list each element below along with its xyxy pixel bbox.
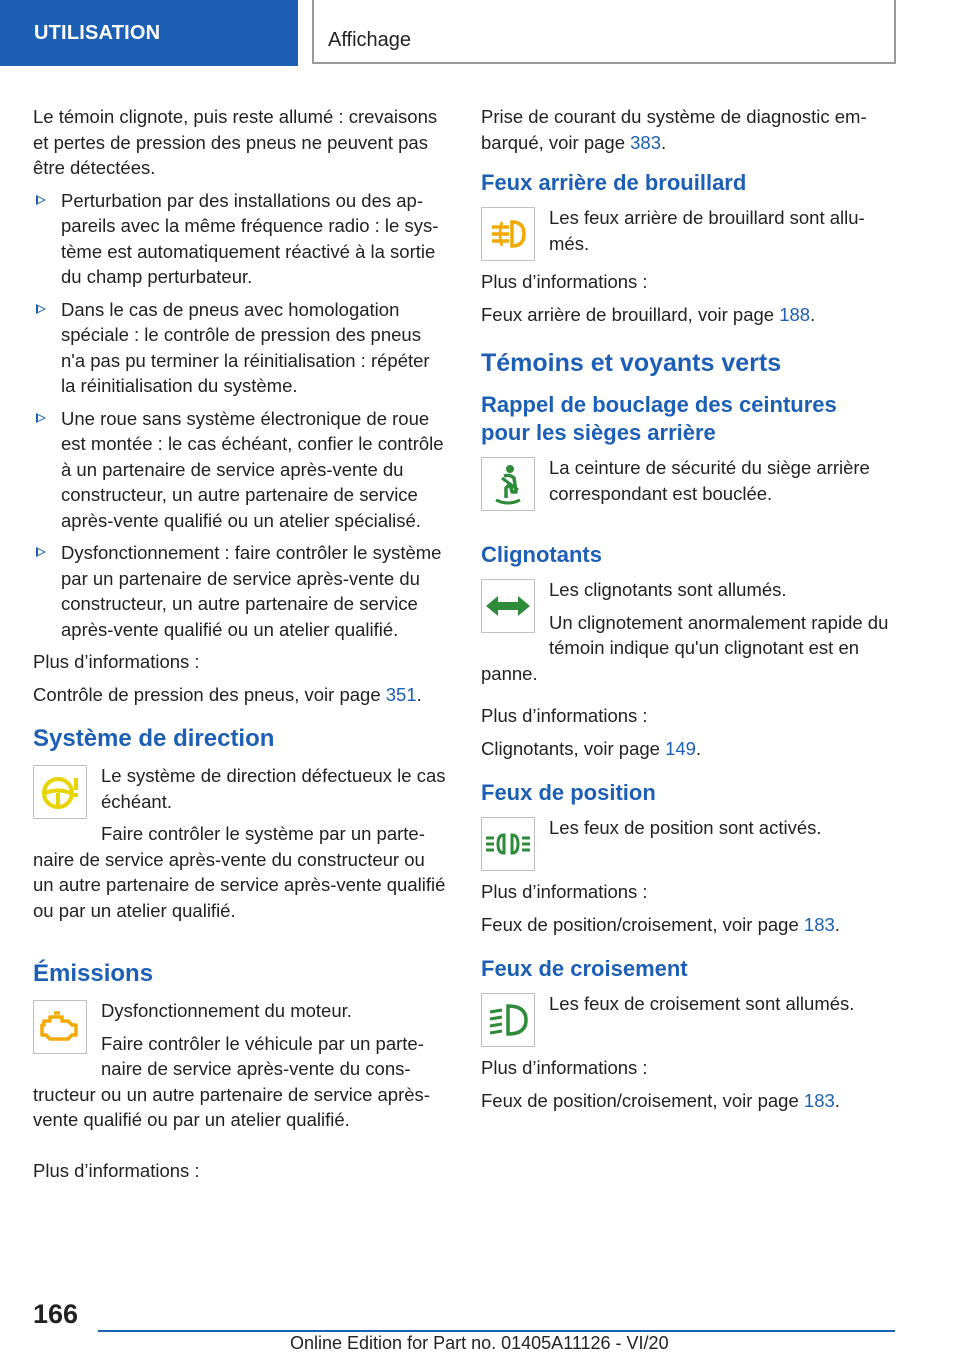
page-header [0, 0, 960, 66]
position-reference: Feux de position/croisement, voir page 183. [481, 913, 840, 935]
indicator-box [481, 817, 535, 871]
turn-entry [481, 577, 891, 693]
triangle-bullet-icon [36, 413, 46, 423]
more-info-label: Plus d’informations : [33, 1159, 200, 1181]
triangle-bullet-icon [36, 547, 46, 557]
indicator-box [481, 207, 535, 261]
list-item: Une roue sans système électronique de roue est montée : le cas échéant, confier le contrôle à un partenaire de service après-vente du constructeur, un autre partenaire de service après-vente qualifié ou un atelier spécialisé. [33, 406, 449, 534]
turn-text-2: Un clignotement anormalement rapide du témoin indique qu'un clignotant est en panne. [481, 611, 889, 684]
rear-fog-text: Les feux arrière de brouillard sont allumés. [549, 207, 865, 254]
page-link[interactable]: 383 [630, 131, 662, 153]
page-number: 166 [33, 1299, 79, 1329]
more-info-label: Plus d’informations : [33, 651, 200, 672]
more-info-label: Plus d’informations : [481, 881, 648, 902]
page-link[interactable]: 149 [665, 737, 696, 759]
indicator-box [33, 1000, 87, 1054]
page-link[interactable]: 188 [779, 303, 811, 325]
turn-reference: Clignotants, voir page 149. [481, 737, 702, 759]
triangle-bullet-icon [36, 304, 46, 314]
emissions-text-2: Faire contrôler le véhicule par un partenaire de service après-vente du constructeur ou un autre partenaire de service après-vente qualifié ou par un atelier qualifié. [33, 1032, 430, 1130]
low-beam-entry [481, 991, 891, 1055]
right-column [481, 104, 891, 1120]
more-info-label: Plus d’informations : [481, 1057, 648, 1078]
list-item: Perturbation par des installations ou des appareils avec la même fréquence radio : le système est automatiquement réactivé à la sortie du champ perturbateur. [33, 188, 449, 290]
more-info-label: Plus d’informations : [481, 705, 648, 726]
seatbelt-entry [481, 455, 891, 519]
more-info-label: Plus d’informations : [481, 271, 648, 292]
page-link[interactable]: 351 [385, 683, 417, 705]
indicator-box [481, 457, 535, 511]
section-heading-emissions: Émissions [33, 960, 154, 987]
position-entry [481, 815, 891, 879]
obd-reference: Prise de courant du système de diagnostic embarqué, voir page 383. [481, 106, 867, 153]
position-text: Les feux de position sont activés. [549, 817, 822, 838]
rear-fog-reference: Feux arrière de brouillard, voir page 188. [481, 303, 816, 325]
section-heading-rear-fog: Feux arrière de brouillard [481, 170, 747, 195]
tpms-causes-list [33, 188, 449, 643]
rear-fog-entry [481, 205, 891, 269]
section-heading-steering: Système de direction [33, 725, 275, 752]
seatbelt-icon [482, 458, 534, 510]
list-item: Dysfonctionnement : faire contrôler le système par un partenaire de service après-vente du constructeur, un autre partenaire de service après-vente qualifié ou un atelier qualifié. [33, 540, 449, 642]
section-title: UTILISATION [0, 0, 298, 66]
emissions-entry [33, 998, 449, 1140]
tpms-reference: Contrôle de pression des pneus, voir page 351. [33, 683, 422, 705]
footer-divider [98, 1330, 895, 1332]
triangle-bullet-icon [36, 195, 46, 205]
steering-entry [33, 763, 449, 930]
seatbelt-text: La ceinture de sécurité du siège arrière correspondant est bouclée. [549, 457, 870, 504]
section-heading-green-indicators: Témoins et voyants verts [481, 349, 782, 377]
left-column [33, 104, 449, 1190]
indicator-box [481, 993, 535, 1047]
section-heading-seatbelt: Rappel de bouclage des ceintures pour les sièges arrière [481, 392, 837, 445]
section-heading-low-beam: Feux de croisement [481, 956, 688, 981]
turn-text-1: Les clignotants sont allumés. [549, 579, 787, 600]
page-link[interactable]: 183 [803, 913, 835, 935]
chapter-title: Affichage [312, 0, 896, 64]
position-light-icon [482, 818, 534, 870]
rear-fog-light-icon [482, 208, 534, 260]
indicator-box [33, 765, 87, 819]
edition-info: Online Edition for Part no. 01405A11126 - VI/20 [290, 1333, 669, 1353]
page-link[interactable]: 183 [803, 1089, 835, 1111]
emissions-text-1: Dysfonctionnement du moteur. [101, 1000, 352, 1021]
steering-warning-icon [34, 766, 86, 818]
tpms-intro: Le témoin clignote, puis reste allumé : crevaisons et pertes de pression des pneus ne peuvent pas être détectées. [33, 106, 438, 178]
steering-text-2: Faire contrôler le système par un partenaire de service après-vente du constructeur ou un autre partenaire de service après-vente qualifié ou par un atelier qualifié. [33, 823, 446, 921]
indicator-box [481, 579, 535, 633]
list-item: Dans le cas de pneus avec homologation spéciale : le contrôle de pression des pneus n'a pas pu terminer la réinitialisation : répéter la réinitialisation du système. [33, 297, 449, 399]
section-heading-position-lights: Feux de position [481, 780, 656, 805]
low-beam-icon [482, 994, 534, 1046]
low-beam-reference: Feux de position/croisement, voir page 183. [481, 1089, 840, 1111]
low-beam-text: Les feux de croisement sont allumés. [549, 993, 855, 1014]
turn-signal-icon [482, 580, 534, 632]
section-heading-turn-signals: Clignotants [481, 542, 602, 567]
engine-check-icon [34, 1001, 86, 1053]
steering-text-1: Le système de direction défectueux le cas échéant. [101, 765, 446, 812]
